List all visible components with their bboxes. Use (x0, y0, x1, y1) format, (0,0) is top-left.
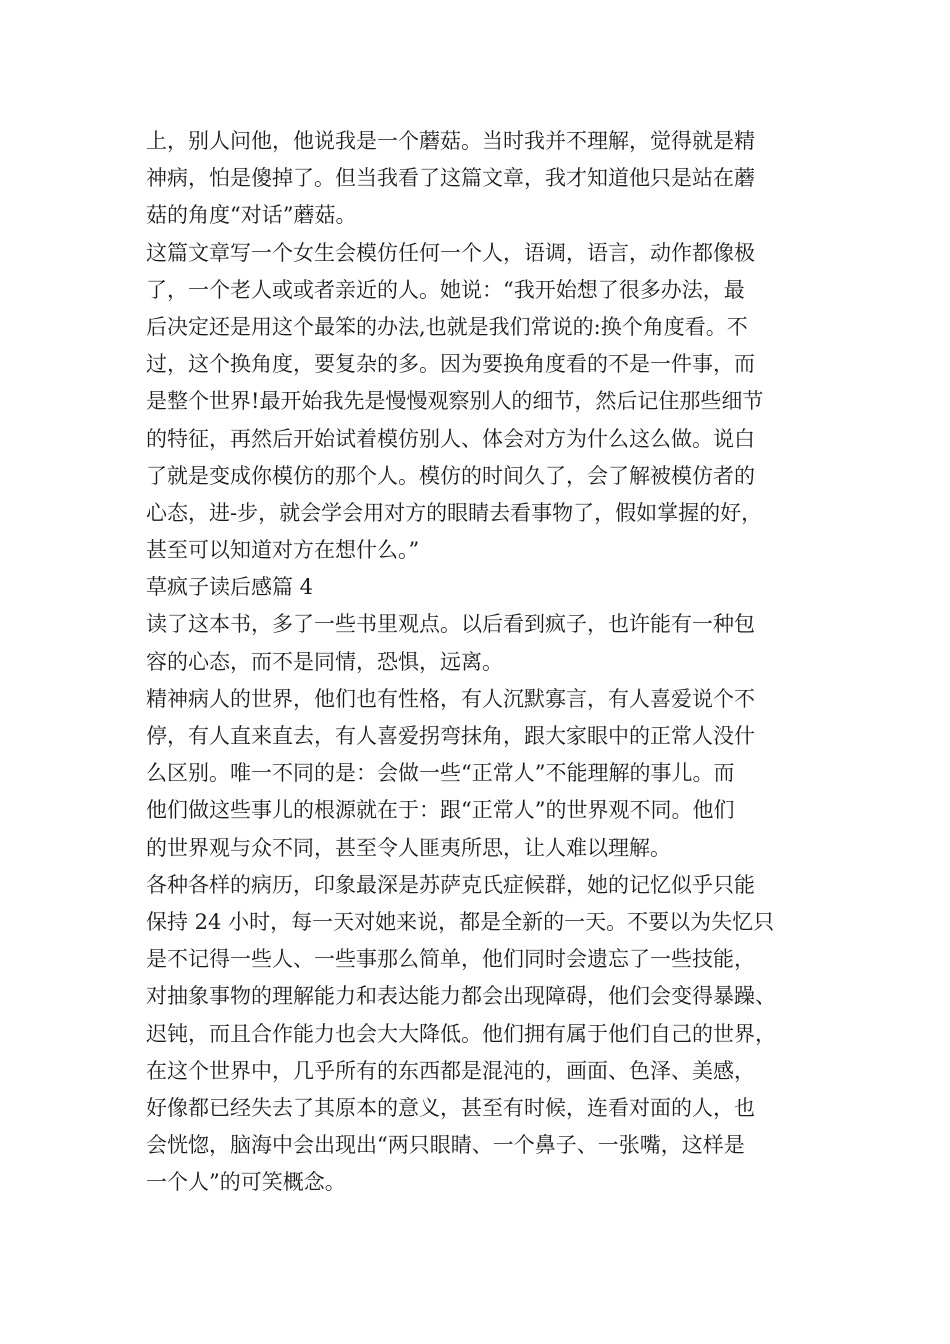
text-line: 了，一个老人或或者亲近的人。她说：“我开始想了很多办法，最 (146, 277, 745, 302)
text-line: 保持 24 小时，每一天对她来说，都是全新的一天。不要以为失忆只 (146, 909, 775, 934)
text-line: 心态，进-步，就会学会用对方的眼睛去看事物了，假如掌握的好， (146, 500, 763, 525)
text-line: 是整个世界!最开始我先是慢慢观察别人的细节，然后记住那些细节 (146, 389, 764, 414)
text-line: 的世界观与众不同，甚至令人匪夷所思，让人难以理解。 (146, 835, 671, 860)
text-line: 么区别。唯一不同的是：会做一些“正常人”不能理解的事儿。而 (146, 761, 735, 786)
text-line: 是不记得一些人、一些事那么简单，他们同时会遗忘了一些技能， (146, 947, 755, 972)
text-line: 后决定还是用这个最笨的办法,也就是我们常说的:换个角度看。不 (146, 314, 748, 339)
text-line: 神病，怕是傻掉了。但当我看了这篇文章，我才知道他只是站在蘑 (146, 166, 755, 191)
text-line: 过，这个换角度，要复杂的多。因为要换角度看的不是一件事，而 (146, 352, 755, 377)
text-line: 容的心态，而不是同情，恐惧，远离。 (146, 649, 503, 674)
text-line: 的特征，再然后开始试着模仿别人、体会对方为什么这么做。说白 (146, 426, 755, 451)
text-line: 对抽象事物的理解能力和表达能力都会出现障碍，他们会变得暴躁、 (146, 984, 776, 1009)
text-line: 一个人”的可笑概念。 (146, 1170, 346, 1195)
text-line: 读了这本书，多了一些书里观点。以后看到疯子，也许能有一种包 (146, 612, 755, 637)
document-body (146, 123, 810, 1201)
text-line: 会恍惚，脑海中会出现出“两只眼睛、一个鼻子、一张嘴，这样是 (146, 1133, 745, 1158)
text-line: 迟钝，而且合作能力也会大大降低。他们拥有属于他们自己的世界， (146, 1021, 776, 1046)
text-line: 精神病人的世界，他们也有性格，有人沉默寡言，有人喜爱说个不 (146, 686, 755, 711)
text-line: 好像都已经失去了其原本的意义，甚至有时候，连看对面的人，也 (146, 1095, 755, 1120)
text-line: 甚至可以知道对方在想什么。” (146, 538, 420, 563)
text-line: 各种各样的病历，印象最深是苏萨克氏症候群，她的记忆似乎只能 (146, 872, 755, 897)
text-line: 上，别人问他，他说我是一个蘑菇。当时我并不理解，觉得就是精 (146, 129, 755, 153)
text-line: 菇的角度“对话”蘑菇。 (146, 203, 357, 228)
text-line: 了就是变成你模仿的那个人。模仿的时间久了，会了解被模仿者的 (146, 463, 755, 488)
text-line: 这篇文章写一个女生会模仿任何一个人，语调，语言，动作都像极 (146, 240, 755, 265)
text-line: 他们做这些事儿的根源就在于：跟“正常人”的世界观不同。他们 (146, 798, 735, 823)
section-heading: 草疯子读后感篇 4 (146, 575, 314, 600)
text-line: 停，有人直来直去，有人喜爱拐弯抹角，跟大家眼中的正常人没什 (146, 724, 755, 748)
text-line: 在这个世界中，几乎所有的东西都是混沌的，画面、色泽、美感， (146, 1058, 755, 1083)
